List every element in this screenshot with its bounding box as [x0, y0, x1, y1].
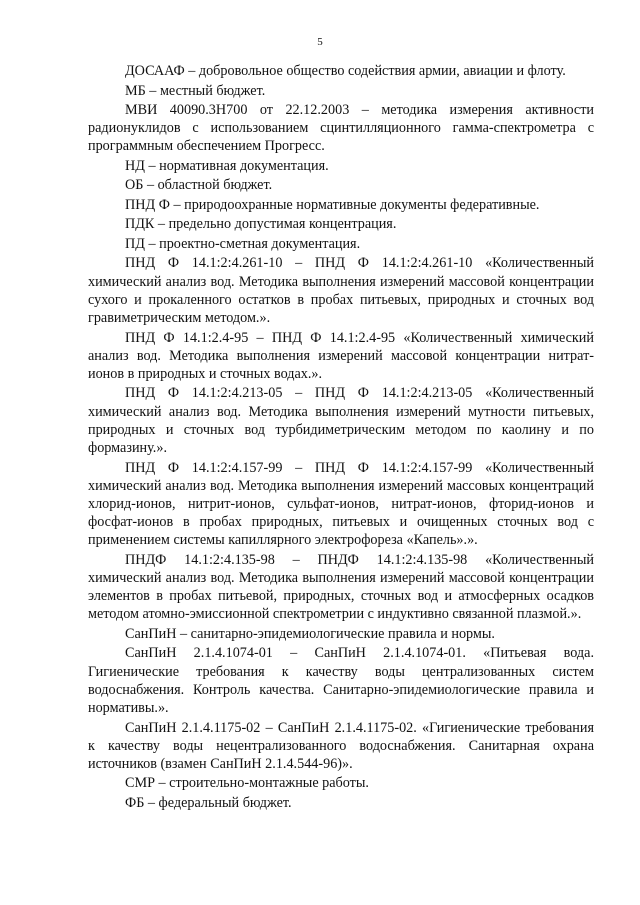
abbreviation-sanpin-1074-01: СанПиН 2.1.4.1074-01 – СанПиН 2.1.4.1074-01. «Питьевая вода. Гигиенические требования к качеству воды централизованных систем водоснабжения. Контроль качества. Санитарно-эпидемиологические правила и нормативы.».	[88, 645, 594, 717]
abbreviation-fb: ФБ – федеральный бюджет.	[125, 794, 292, 811]
abbreviation-pnd-157-99: ПНД Ф 14.1:2:4.157-99 – ПНД Ф 14.1:2:4.157-99 «Количественный химический анализ вод. Методика выполнения измерений массовых концентраций хлорид-ионов, нитрит-ионов, сульфат-ионов, нитрат-ионов, фторид-ионов и фосфат-ионов в пробах природных, питьевых и очищенных сточных вод с применением системы капиллярного электрофореза «Капель».».	[88, 459, 594, 549]
abbreviations-list	[88, 62, 594, 813]
page-number: 5	[317, 36, 323, 48]
abbreviation-sanpin-1175-02: СанПиН 2.1.4.1175-02 – СанПиН 2.1.4.1175-02. «Гигиенические требования к качеству воды нецентрализованного водоснабжения. Санитарная охрана источников (взамен СанПиН 2.1.4.544-96)».	[88, 719, 594, 772]
abbreviation-nd: НД – нормативная документация.	[125, 157, 329, 174]
abbreviation-pnd-213-05: ПНД Ф 14.1:2:4.213-05 – ПНД Ф 14.1:2:4.213-05 «Количественный химический анализ вод. Методика выполнения измерений мутности питьевых, природных и сточных вод турбидиметрическим методом по каолину и по формазину.».	[88, 385, 594, 457]
abbreviation-ob: ОБ – областной бюджет.	[125, 177, 273, 194]
abbreviation-pd: ПД – проектно-сметная документация.	[125, 235, 361, 252]
abbreviation-mb: МБ – местный бюджет.	[125, 82, 266, 99]
abbreviation-pndf-135-98: ПНДФ 14.1:2:4.135-98 – ПНДФ 14.1:2:4.135-98 «Количественный химический анализ вод. Методика выполнения измерений массовой концентрации элементов в пробах питьевой, природных, сточных вод и атмосферных осадков методом атомно-эмиссионной спектрометрии с индуктивно связанной плазмой.».	[88, 551, 594, 623]
abbreviation-dosaaf: ДОСААФ – добровольное общество содействия армии, авиации и флоту.	[125, 63, 566, 79]
abbreviation-pnd-4-95: ПНД Ф 14.1:2.4-95 – ПНД Ф 14.1:2.4-95 «Количественный химический анализ вод. Методика выполнения измерений массовой концентрации нитрат-ионов в природных и сточных водах.».	[88, 329, 594, 382]
abbreviation-pdk: ПДК – предельно допустимая концентрация.	[125, 216, 397, 233]
abbreviation-smr: СМР – строительно-монтажные работы.	[125, 775, 369, 792]
abbreviation-pnd-f: ПНД Ф – природоохранные нормативные документы федеративные.	[125, 196, 540, 213]
abbreviation-sanpin: СанПиН – санитарно-эпидемиологические правила и нормы.	[125, 625, 495, 642]
abbreviation-mvi: МВИ 40090.3Н700 от 22.12.2003 – методика измерения активности радионуклидов с использованием сцинтилляционного гамма-спектрометра с программным обеспечением Прогресс.	[88, 102, 594, 155]
abbreviation-pnd-261-10: ПНД Ф 14.1:2:4.261-10 – ПНД Ф 14.1:2:4.261-10 «Количественный химический анализ вод. Методика выполнения измерений массовой концентрации сухого и прокаленного остатков в пробах питьевых, природных и сточных вод гравиметрическим методом.».	[88, 255, 594, 327]
